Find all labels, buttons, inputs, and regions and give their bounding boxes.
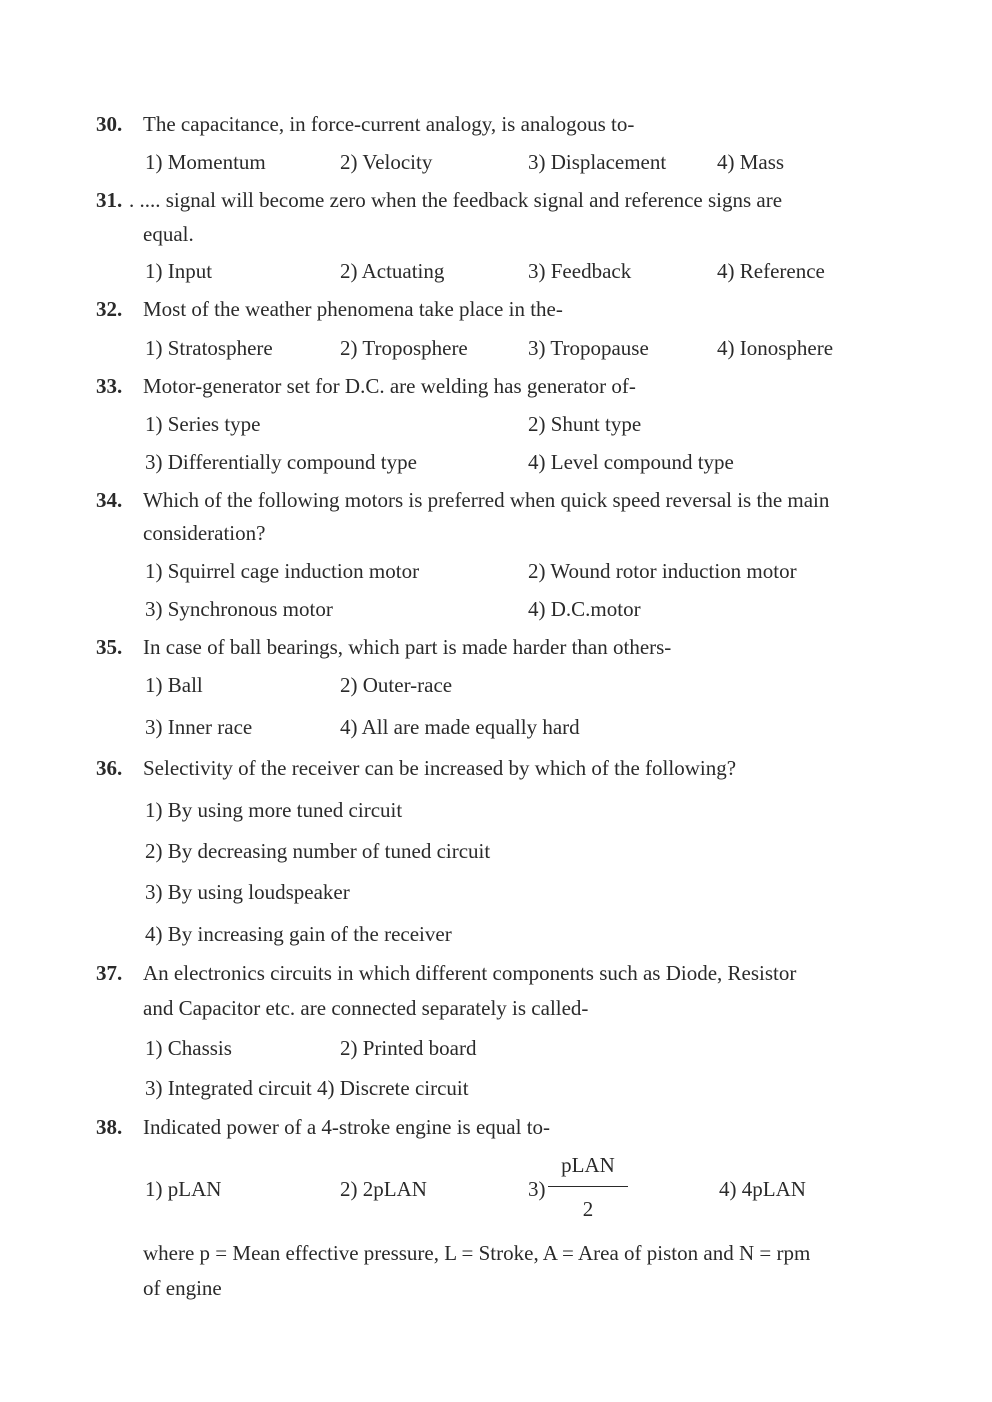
option: 4) Reference bbox=[717, 259, 825, 283]
question-text: Most of the weather phenomena take place in the- bbox=[143, 297, 563, 321]
option: 1) Series type bbox=[145, 412, 261, 436]
question-number: 33. bbox=[96, 374, 123, 398]
option: 2) Printed board bbox=[340, 1036, 477, 1060]
option: 3) bbox=[528, 1177, 546, 1201]
question-text: In case of ball bearings, which part is made harder than others- bbox=[143, 635, 672, 659]
question-number: 36. bbox=[96, 756, 123, 780]
fraction bbox=[548, 1155, 628, 1220]
question-text: Which of the following motors is preferred when quick speed reversal is the main bbox=[143, 488, 830, 512]
option: 4) 4pLAN bbox=[719, 1177, 806, 1201]
question-number: 34. bbox=[96, 488, 123, 512]
question-text: The capacitance, in force-current analogy, is analogous to- bbox=[143, 112, 635, 136]
option: 1) pLAN bbox=[145, 1177, 222, 1201]
question-text-continued: and Capacitor etc. are connected separately is called- bbox=[143, 996, 589, 1020]
option: 1) Momentum bbox=[145, 150, 266, 174]
question-text: Motor-generator set for D.C. are welding has generator of- bbox=[143, 374, 636, 398]
option: 1) Input bbox=[145, 259, 213, 283]
option: 2) Outer-race bbox=[340, 673, 453, 697]
fraction-bar bbox=[548, 1186, 628, 1187]
option: 3) Inner race bbox=[145, 715, 253, 739]
fraction-numerator: pLAN bbox=[561, 1153, 615, 1177]
question-text: An electronics circuits in which different components such as Diode, Resistor bbox=[143, 961, 797, 985]
question-text: Indicated power of a 4-stroke engine is equal to- bbox=[143, 1115, 551, 1139]
option: 1) By using more tuned circuit bbox=[145, 798, 403, 822]
option: 4) Level compound type bbox=[528, 450, 734, 474]
option: 1) Chassis bbox=[145, 1036, 232, 1060]
option: 4) Ionosphere bbox=[717, 336, 834, 360]
option: 3) Differentially compound type bbox=[145, 450, 417, 474]
option: 1) Squirrel cage induction motor bbox=[145, 559, 420, 583]
option: 4) All are made equally hard bbox=[340, 715, 580, 739]
option: 3) Integrated circuit 4) Discrete circuit bbox=[145, 1076, 469, 1100]
question-number: 35. bbox=[96, 635, 123, 659]
option: 4) By increasing gain of the receiver bbox=[145, 922, 452, 946]
option: 2) Troposphere bbox=[340, 336, 468, 360]
question-number: 37. bbox=[96, 961, 123, 985]
question-number: 30. bbox=[96, 112, 123, 136]
footnote: where p = Mean effective pressure, L = Stroke, A = Area of piston and N = rpm bbox=[143, 1241, 811, 1265]
option: 2) Velocity bbox=[340, 150, 433, 174]
option: 2) By decreasing number of tuned circuit bbox=[145, 839, 491, 863]
option: 3) Synchronous motor bbox=[145, 597, 333, 621]
option: 3) Displacement bbox=[528, 150, 667, 174]
fraction-denominator: 2 bbox=[582, 1197, 594, 1221]
option: 3) By using loudspeaker bbox=[145, 880, 350, 904]
question-number: 31. bbox=[96, 188, 123, 212]
question-number: 32. bbox=[96, 297, 123, 321]
question-text-continued: equal. bbox=[143, 222, 194, 246]
option: 4) D.C.motor bbox=[528, 597, 641, 621]
option: 2) Actuating bbox=[340, 259, 445, 283]
option: 2) 2pLAN bbox=[340, 1177, 427, 1201]
option: 2) Shunt type bbox=[528, 412, 642, 436]
option: 1) Ball bbox=[145, 673, 203, 697]
question-text: . .... signal will become zero when the feedback signal and reference signs are bbox=[129, 188, 783, 212]
option: 3) Feedback bbox=[528, 259, 632, 283]
option: 2) Wound rotor induction motor bbox=[528, 559, 797, 583]
question-number: 38. bbox=[96, 1115, 123, 1139]
option: 4) Mass bbox=[717, 150, 785, 174]
question-text-continued: consideration? bbox=[143, 521, 266, 545]
footnote-continued: of engine bbox=[143, 1276, 222, 1300]
option: 1) Stratosphere bbox=[145, 336, 273, 360]
question-text: Selectivity of the receiver can be increased by which of the following? bbox=[143, 756, 737, 780]
option: 3) Tropopause bbox=[528, 336, 649, 360]
